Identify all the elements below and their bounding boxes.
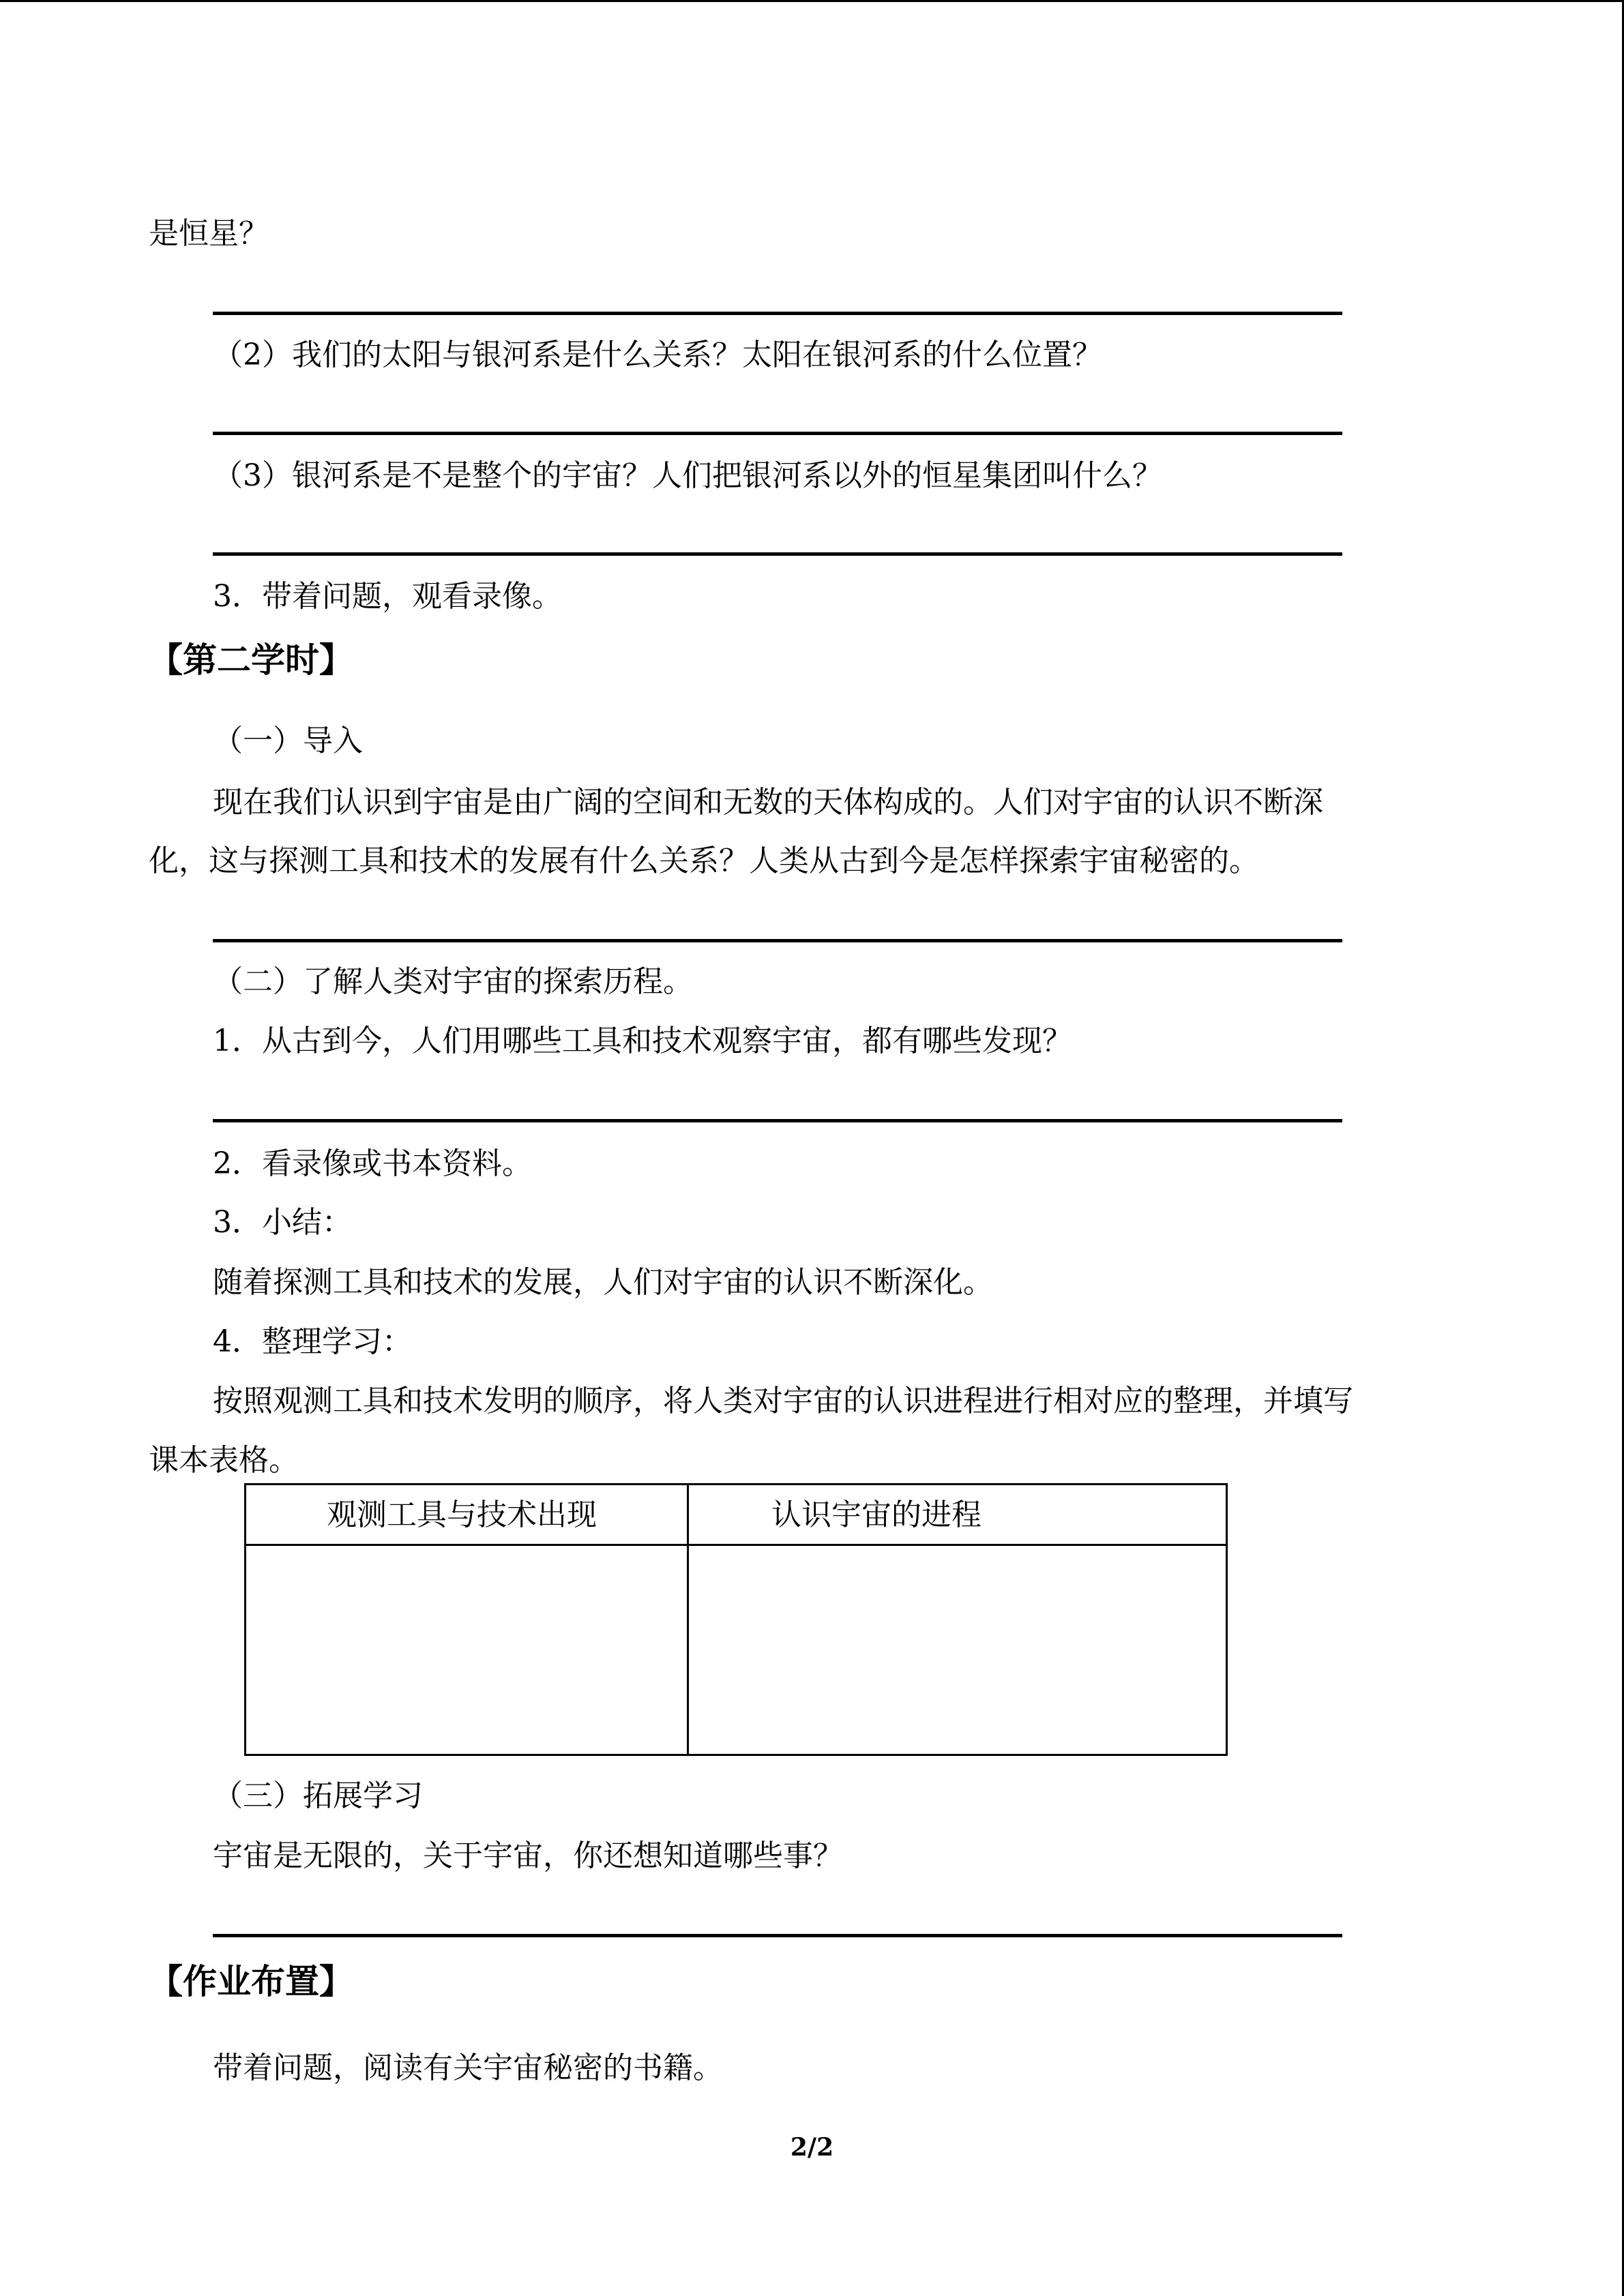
history-title: （二）了解人类对宇宙的探索历程。 [213,964,693,999]
intro-paragraph-line2: 化，这与探测工具和技术的发展有什么关系？人类从古到今是怎样探索宇宙秘密的。 [149,844,1259,878]
table-cell-progress[interactable] [689,1546,1226,1754]
page-number: 2/2 [790,2133,834,2162]
sorting-paragraph-line1: 按照观测工具和技术发明的顺序，将人类对宇宙的认识进程进行相对应的整理，并填写 [213,1384,1353,1418]
table-cell-tools[interactable] [246,1546,687,1754]
answer-line [213,1119,1342,1122]
sorting-paragraph-line2: 课本表格。 [149,1443,299,1478]
intro-paragraph-line1: 现在我们认识到宇宙是由广阔的空间和无数的天体构成的。人们对宇宙的认识不断深 [213,785,1323,820]
summary-text: 随着探测工具和技术的发展，人们对宇宙的认识不断深化。 [213,1265,993,1300]
answer-line [213,432,1342,435]
history-item-1: 1．从古到今，人们用哪些工具和技术观察宇宙，都有哪些发现？ [213,1024,1072,1058]
history-item-3: 3．小结： [213,1205,352,1240]
table-header-tools: 观测工具与技术出现 [327,1497,597,1532]
continued-text: 是恒星？ [149,216,269,251]
answer-line [213,939,1342,942]
step-3: 3．带着问题，观看录像。 [213,579,562,614]
table-header-progress: 认识宇宙的进程 [771,1497,981,1532]
question-3: （3）银河系是不是整个的宇宙？人们把银河系以外的恒星集团叫什么？ [213,458,1162,493]
history-item-2: 2．看录像或书本资料。 [213,1146,532,1181]
section-heading-homework: 【作业布置】 [149,1962,353,2001]
answer-line [213,1934,1342,1937]
answer-line [213,552,1342,556]
history-item-4: 4．整理学习： [213,1324,412,1359]
extension-title: （三）拓展学习 [213,1778,423,1813]
answer-line [213,312,1342,315]
intro-title: （一）导入 [213,724,363,758]
question-2: （2）我们的太阳与银河系是什么关系？太阳在银河系的什么位置？ [213,338,1102,372]
section-heading-lesson2: 【第二学时】 [149,640,353,680]
extension-question: 宇宙是无限的，关于宇宙，你还想知道哪些事？ [213,1838,843,1873]
page-border-top [0,0,1624,2]
progress-table [244,1483,1228,1756]
homework-text: 带着问题，阅读有关宇宙秘密的书籍。 [213,2051,723,2085]
